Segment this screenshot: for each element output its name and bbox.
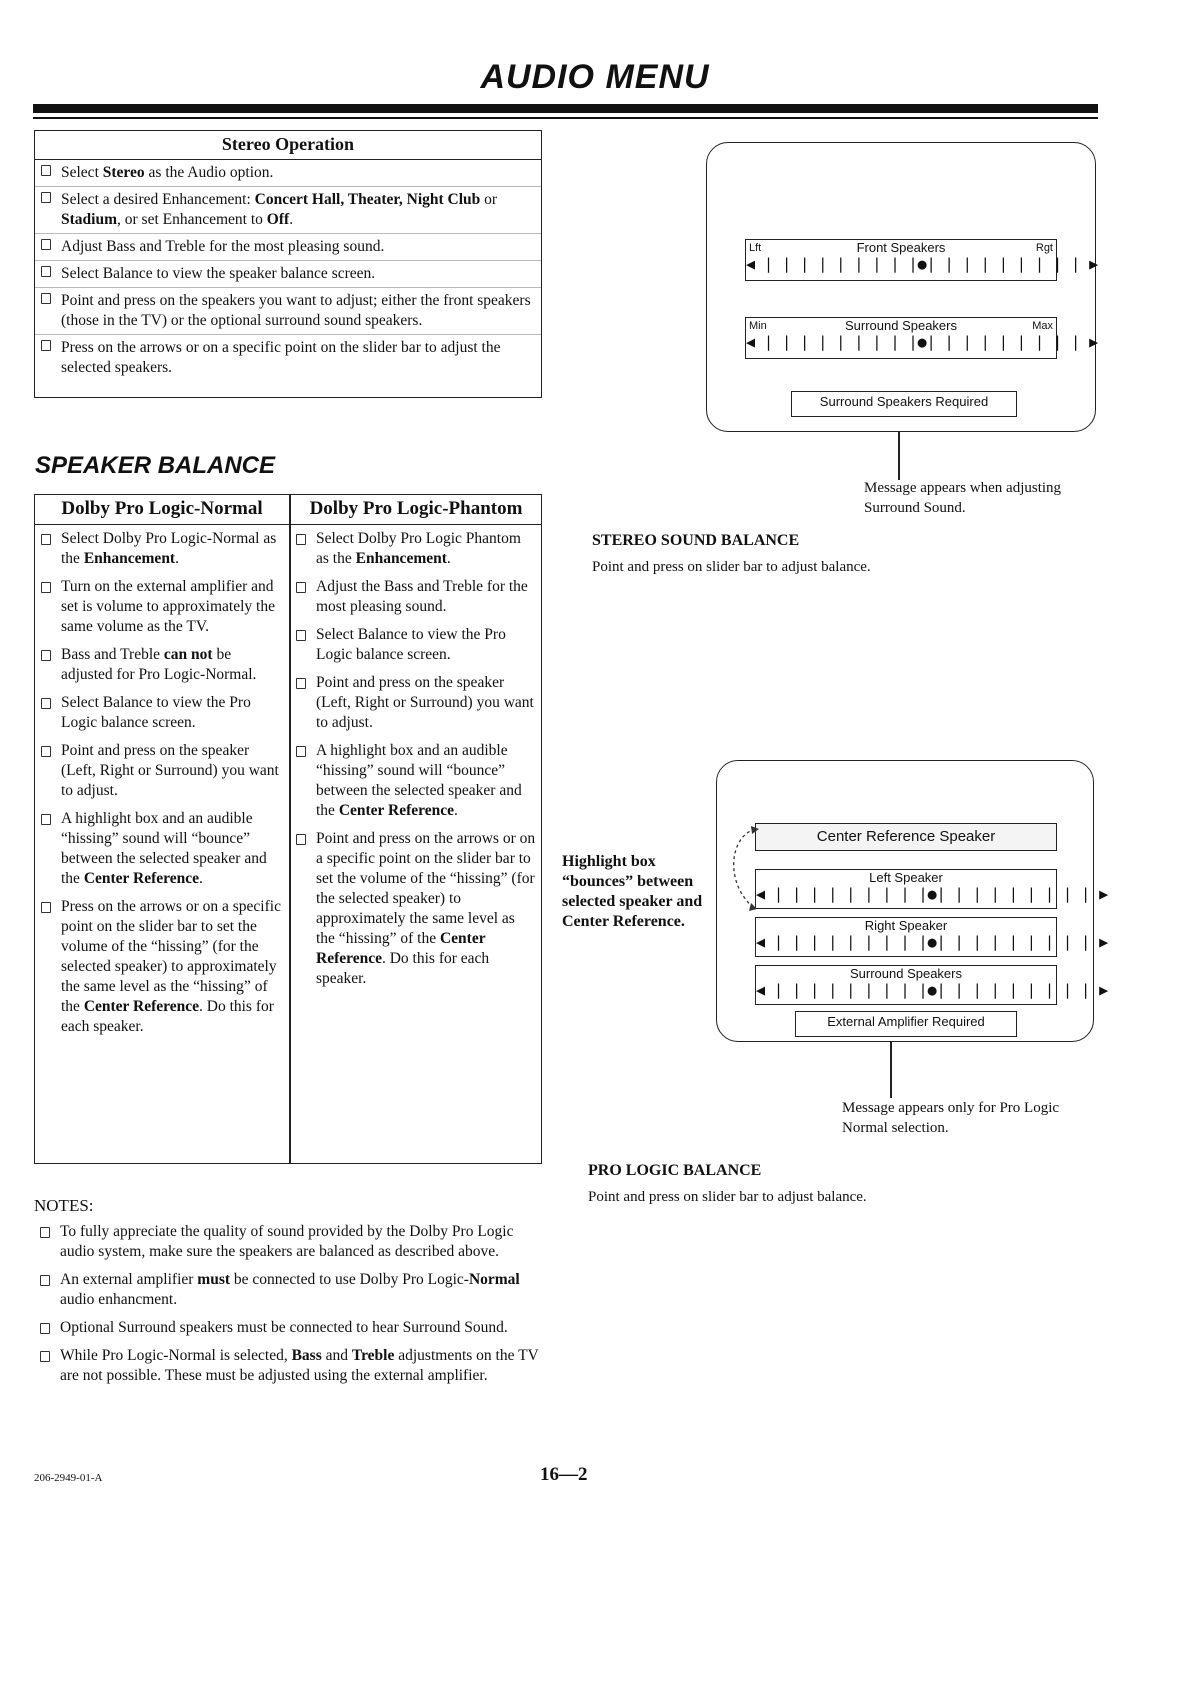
prologic-callout-line (890, 1042, 892, 1098)
list-item-text: Treble (351, 1347, 395, 1364)
list-item (290, 673, 536, 733)
list-item-text: Center Reference (338, 802, 454, 819)
list-item (290, 529, 536, 569)
list-item (35, 529, 283, 569)
normal-column (35, 495, 289, 1045)
highlight-bounce-note: Highlight box “bounces” between selected speaker and Center Reference. (562, 853, 703, 930)
checkbox-bullet-icon (41, 340, 51, 351)
checkbox-bullet-icon (296, 746, 306, 757)
list-item-text: Normal (468, 1271, 520, 1288)
notes-heading: NOTES: (34, 1196, 94, 1215)
checkbox-bullet-icon (296, 534, 306, 545)
list-item-text: Optional Surround speakers must be connected to hear Surround Sound. (60, 1319, 508, 1336)
front-right-label: Rgt (1035, 242, 1053, 254)
list-item-text: Select Balance to view the Pro Logic balance screen. (61, 694, 251, 731)
list-item (35, 288, 541, 335)
checkbox-bullet-icon (41, 814, 51, 825)
list-item-text: Point and press on the speaker (Left, Right or Surround) you want to adjust. (61, 742, 279, 799)
list-item-text: Adjust Bass and Treble for the most pleasing sound. (61, 238, 385, 255)
list-item (290, 829, 536, 989)
checkbox-bullet-icon (296, 630, 306, 641)
checkbox-bullet-icon (41, 534, 51, 545)
stereo-sound-balance-heading: STEREO SOUND BALANCE (592, 532, 800, 549)
center-reference-box[interactable] (755, 823, 1057, 851)
surround-required-message: Surround Speakers Required (791, 391, 1017, 417)
checkbox-bullet-icon (41, 582, 51, 593)
stereo-operation-box (34, 130, 542, 398)
list-item-text: Center Reference (316, 930, 486, 967)
normal-heading: Dolby Pro Logic-Normal (35, 495, 289, 525)
list-item-text: . Do this for each speaker. (61, 998, 274, 1035)
checkbox-bullet-icon (296, 582, 306, 593)
list-item-text: Select Dolby Pro Logic-Normal as the (61, 530, 277, 567)
list-item-text: Bass and Treble (61, 646, 164, 663)
list-item-text: Select a desired Enhancement: (61, 191, 255, 208)
stereo-callout-text: Message appears when adjusting Surround Sound. (864, 480, 1062, 516)
checkbox-bullet-icon (41, 902, 51, 913)
list-item-text: be adjusted for Pro Logic-Normal. (61, 646, 257, 683)
list-item-text: Bass (291, 1347, 322, 1364)
notes-section (34, 1196, 544, 1394)
list-item (290, 577, 536, 617)
checkbox-bullet-icon (41, 192, 51, 203)
front-left-label: Lft (749, 242, 762, 254)
list-item-text: Select (61, 164, 103, 181)
list-item (34, 1318, 544, 1338)
list-item-text: . (289, 211, 294, 228)
checkbox-bullet-icon (41, 293, 51, 304)
list-item-text: A highlight box and an audible “hissing” sound will “bounce” between the selected speaker and the (61, 810, 267, 887)
list-item-text: . (199, 870, 203, 887)
surround-min-label: Min (749, 320, 767, 332)
list-item-text: Point and press on the speaker (Left, Right or Surround) you want to adjust. (316, 674, 534, 731)
list-item (34, 1222, 544, 1262)
list-item-text: audio enhancment. (60, 1291, 178, 1308)
title-rule (33, 104, 1098, 113)
list-item (35, 160, 541, 187)
pro-logic-balance-caption: Point and press on slider bar to adjust balance. (588, 1189, 867, 1205)
external-amplifier-message: External Amplifier Required (795, 1011, 1017, 1037)
list-item-text: Press on the arrows or on a specific point on the slider bar to set the volume of the “hissing” (for the selected speaker) to approximately the same level as the “hissing” of the (61, 898, 281, 1015)
notes-list (34, 1222, 544, 1386)
list-item-text: be connected to use Dolby Pro Logic- (230, 1271, 469, 1288)
list-item (290, 741, 536, 821)
list-item-text: Adjust the Bass and Treble for the most pleasing sound. (316, 578, 528, 615)
list-item-text: or (480, 191, 498, 208)
stereo-sound-balance-caption: Point and press on slider bar to adjust balance. (592, 559, 871, 575)
list-item (35, 741, 283, 801)
list-item-text: Stadium (61, 211, 117, 228)
list-item-text: Select Balance to view the Pro Logic balance screen. (316, 626, 506, 663)
list-item-text: Center Reference (83, 870, 199, 887)
list-item-text: Enhancement (355, 550, 447, 567)
surround-slider-track[interactable]: ◀ | | | | | | | | |●| | | | | | | | | ▶ (746, 333, 1099, 351)
checkbox-bullet-icon (40, 1227, 50, 1238)
list-item-text: . (446, 550, 451, 567)
center-reference-label: Center Reference Speaker (816, 828, 996, 845)
right-slider-track[interactable]: ◀ | | | | | | | | |●| | | | | | | | | ▶ (756, 933, 1109, 951)
list-item-text: Press on the arrows or on a specific point on the slider bar to adjust the selected speakers. (61, 339, 501, 376)
phantom-column (290, 495, 542, 997)
checkbox-bullet-icon (40, 1275, 50, 1286)
list-item (35, 897, 283, 1037)
pro-logic-balance-heading: PRO LOGIC BALANCE (588, 1162, 762, 1179)
surround-speakers-label-pl: Surround Speakers (849, 966, 962, 981)
list-item-text: and (321, 1347, 352, 1364)
title-rule-thin (33, 117, 1098, 119)
list-item (290, 625, 536, 665)
front-slider-track[interactable]: ◀ | | | | | | | | |●| | | | | | | | | ▶ (746, 255, 1099, 273)
list-item-text: adjustments on the TV are not possible. These must be adjusted using the external amplifier. (60, 1347, 539, 1384)
page-number: 16—2 (540, 1464, 588, 1485)
front-speakers-label: Front Speakers (856, 240, 946, 255)
pro-logic-balance-screen (716, 760, 1109, 1042)
list-item-text: Off (266, 211, 290, 228)
stereo-operation-list (35, 160, 541, 381)
checkbox-bullet-icon (40, 1351, 50, 1362)
list-item-text: as the Audio option. (144, 164, 274, 181)
checkbox-bullet-icon (41, 698, 51, 709)
list-item-text: To fully appreciate the quality of sound provided by the Dolby Pro Logic audio system, make sure the speakers are balanced as described above. (60, 1223, 514, 1260)
list-item (35, 187, 541, 234)
list-item-text: A highlight box and an audible “hissing” sound will “bounce” between the selected speaker and the (316, 742, 522, 819)
list-item-text: Point and press on the arrows or on a specific point on the slider bar to set the volume of the “hissing” (for the selected speaker) to approximately the same level as the “hissing” of the (316, 830, 536, 947)
surround-speakers-slider[interactable] (745, 317, 1099, 359)
left-speaker-slider[interactable] (755, 869, 1109, 909)
list-item-text: Concert Hall, Theater, Night Club (254, 191, 481, 208)
checkbox-bullet-icon (41, 165, 51, 176)
list-item-text: , or set Enhancement to (117, 211, 267, 228)
doc-code: 206-2949-01-A (34, 1472, 103, 1484)
surround-slider-track-pl[interactable]: ◀ | | | | | | | | |●| | | | | | | | | ▶ (756, 981, 1109, 999)
list-item-text: While Pro Logic-Normal is selected, (60, 1347, 292, 1364)
page-title: AUDIO MENU (480, 58, 710, 96)
list-item-text: Stereo (102, 164, 145, 181)
checkbox-bullet-icon (41, 266, 51, 277)
list-item (35, 335, 541, 381)
stereo-operation-heading: Stereo Operation (35, 131, 541, 160)
list-item-text: Select Dolby Pro Logic Phantom as the (316, 530, 521, 567)
phantom-heading: Dolby Pro Logic-Phantom (290, 495, 542, 525)
list-item (35, 577, 283, 637)
list-item (35, 234, 541, 261)
pro-logic-columns-box (34, 494, 542, 1164)
list-item-text: Point and press on the speakers you want to adjust; either the front speakers (those in the TV) or the optional surround sound speakers. (61, 292, 531, 329)
bounce-arrow-icon (721, 823, 761, 913)
list-item-text: Enhancement (83, 550, 176, 567)
checkbox-bullet-icon (296, 678, 306, 689)
phantom-list (290, 525, 542, 989)
right-speaker-slider[interactable] (755, 917, 1109, 957)
checkbox-bullet-icon (41, 239, 51, 250)
list-item (35, 645, 283, 685)
list-item-text: must (197, 1271, 231, 1288)
list-item-text: Center Reference (83, 998, 199, 1015)
stereo-balance-screen (706, 142, 1099, 432)
checkbox-bullet-icon (41, 746, 51, 757)
list-item-text: An external amplifier (60, 1271, 198, 1288)
front-speakers-slider[interactable] (745, 239, 1099, 281)
normal-list (35, 525, 289, 1037)
left-slider-track[interactable]: ◀ | | | | | | | | |●| | | | | | | | | ▶ (756, 885, 1109, 903)
list-item (34, 1346, 544, 1386)
checkbox-bullet-icon (40, 1323, 50, 1334)
list-item-text: . (454, 802, 458, 819)
surround-max-label: Max (1032, 320, 1053, 332)
right-speaker-label: Right Speaker (864, 918, 948, 933)
list-item-text: . (175, 550, 179, 567)
stereo-callout-line (898, 432, 900, 480)
checkbox-bullet-icon (41, 650, 51, 661)
prologic-callout-text: Message appears only for Pro Logic Normal selection. (842, 1100, 1060, 1136)
list-item (35, 809, 283, 889)
list-item-text: Select Balance to view the speaker balance screen. (61, 265, 376, 282)
checkbox-bullet-icon (296, 834, 306, 845)
list-item-text: can not (163, 646, 213, 663)
list-item (34, 1270, 544, 1310)
list-item (35, 693, 283, 733)
list-item (35, 261, 541, 288)
speaker-balance-title: SPEAKER BALANCE (35, 452, 276, 479)
surround-speakers-label: Surround Speakers (844, 318, 957, 333)
list-item-text: . Do this for each speaker. (316, 950, 490, 987)
left-speaker-label: Left Speaker (869, 870, 943, 885)
list-item-text: Turn on the external amplifier and set is volume to approximately the same volume as the TV. (61, 578, 275, 635)
surround-speakers-slider-pl[interactable] (755, 965, 1109, 1005)
